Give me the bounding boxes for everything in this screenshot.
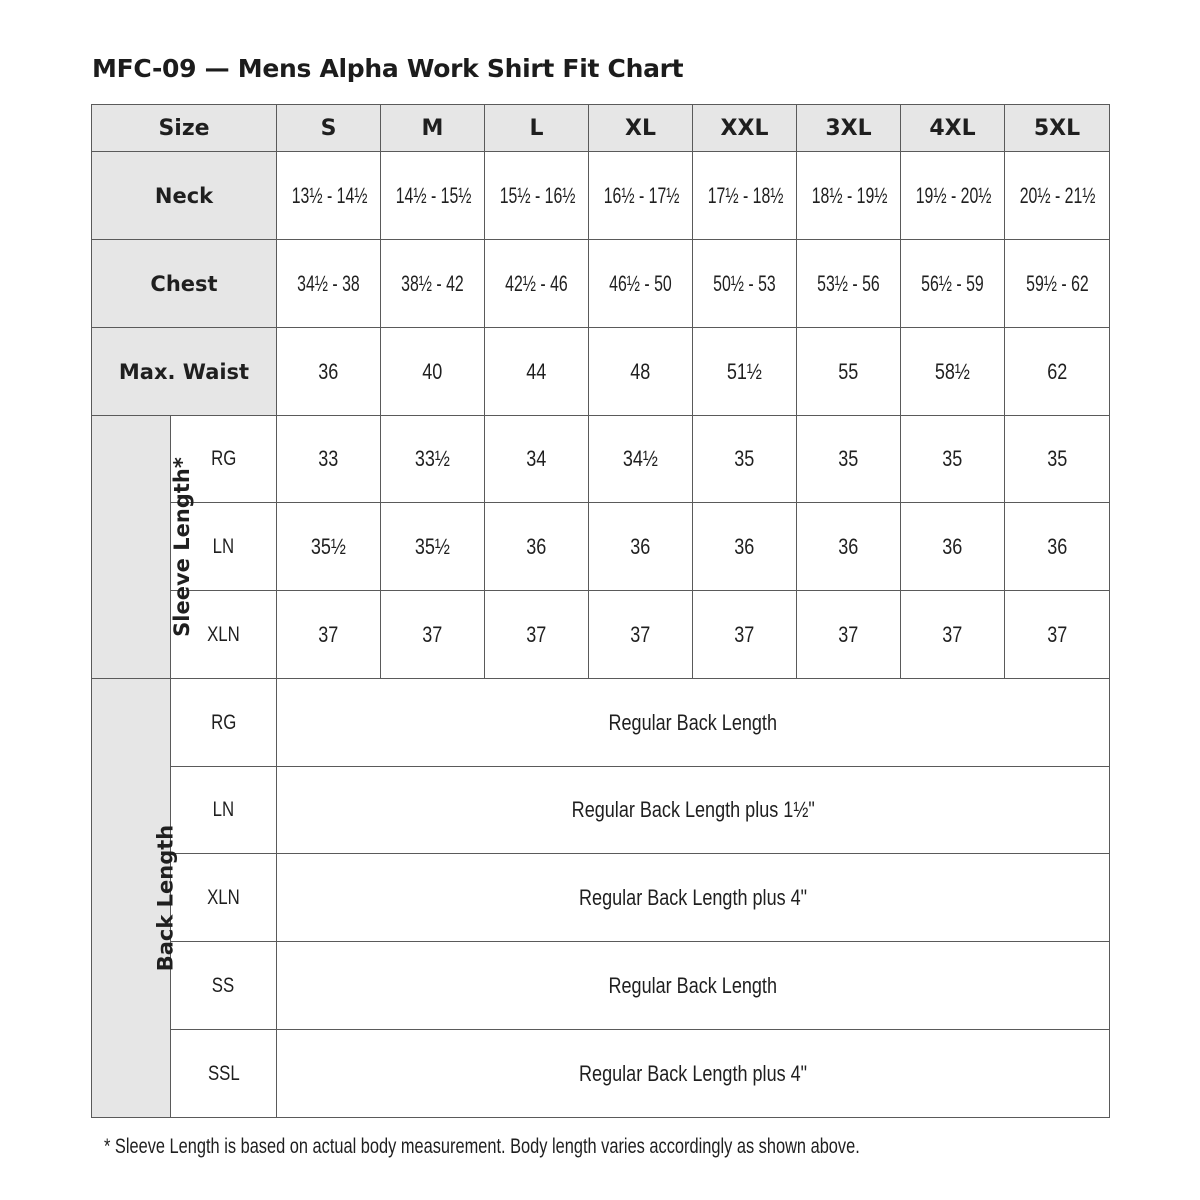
table-cell xyxy=(277,591,381,679)
table-cell xyxy=(485,416,589,503)
chest-value: 56½ - 59 xyxy=(921,270,984,296)
chest-row xyxy=(92,240,1110,328)
sleeve-value: 35 xyxy=(1046,446,1068,471)
table-cell xyxy=(693,328,797,416)
chest-value: 38½ - 42 xyxy=(401,270,464,296)
waist-row xyxy=(92,328,1110,416)
neck-value: 19½ - 20½ xyxy=(915,182,992,208)
table-cell xyxy=(1005,328,1110,416)
sleeve-sub-label: RG xyxy=(210,447,237,470)
table-cell xyxy=(797,152,901,240)
table-cell xyxy=(171,854,277,942)
size-header-cell: 3XL xyxy=(797,105,901,152)
table-cell xyxy=(277,416,381,503)
waist-value: 48 xyxy=(630,358,651,384)
table-cell xyxy=(1005,152,1110,240)
table-cell xyxy=(381,503,485,591)
table-cell xyxy=(797,240,901,328)
chest-value: 34½ - 38 xyxy=(297,270,360,296)
table-cell xyxy=(171,942,277,1030)
waist-value: 36 xyxy=(318,358,339,384)
sleeve-row xyxy=(92,416,1110,503)
sleeve-value: 37 xyxy=(838,621,859,647)
size-header-cell: XL xyxy=(589,105,693,152)
chest-label: Chest xyxy=(92,240,277,328)
table-cell xyxy=(485,328,589,416)
table-cell xyxy=(797,328,901,416)
size-header-cell: XXL xyxy=(693,105,797,152)
table-cell xyxy=(1005,591,1110,679)
size-header-cell: 5XL xyxy=(1005,105,1110,152)
table-cell xyxy=(693,416,797,503)
table-cell xyxy=(485,240,589,328)
table-cell xyxy=(277,854,1110,942)
neck-label: Neck xyxy=(92,152,277,240)
table-cell xyxy=(381,416,485,503)
back-sub-label: SS xyxy=(212,973,235,997)
table-cell xyxy=(1005,503,1110,591)
table-cell xyxy=(381,591,485,679)
waist-value: 55 xyxy=(838,358,859,384)
size-header-cell: 4XL xyxy=(901,105,1005,152)
table-cell xyxy=(277,152,381,240)
back-length-row xyxy=(92,942,1110,1030)
table-cell xyxy=(901,416,1005,503)
neck-value: 15½ - 16½ xyxy=(499,182,576,208)
table-cell xyxy=(485,152,589,240)
sleeve-value: 37 xyxy=(734,621,755,647)
sleeve-value: 33½ xyxy=(414,446,451,471)
back-length-value: Regular Back Length xyxy=(608,972,778,998)
sleeve-value: 36 xyxy=(526,533,547,559)
sleeve-value: 37 xyxy=(630,621,651,647)
sleeve-value: 37 xyxy=(526,621,547,647)
back-length-row xyxy=(92,679,1110,767)
neck-value: 18½ - 19½ xyxy=(811,182,888,208)
sleeve-value: 35 xyxy=(838,446,859,471)
waist-label: Max. Waist xyxy=(92,328,277,416)
sleeve-value: 35 xyxy=(734,446,755,471)
table-cell xyxy=(277,679,1110,767)
table-cell xyxy=(901,503,1005,591)
table-cell xyxy=(171,767,277,854)
sleeve-row xyxy=(92,503,1110,591)
neck-value: 13½ - 14½ xyxy=(291,182,368,208)
sleeve-value: 34½ xyxy=(622,446,659,471)
back-sub-label: XLN xyxy=(207,885,240,909)
table-cell xyxy=(589,240,693,328)
table-cell xyxy=(693,503,797,591)
table-cell xyxy=(901,591,1005,679)
neck-value: 17½ - 18½ xyxy=(707,182,784,208)
table-cell xyxy=(277,767,1110,854)
table-cell xyxy=(277,240,381,328)
waist-value: 62 xyxy=(1046,358,1068,384)
neck-value: 20½ - 21½ xyxy=(1019,182,1096,208)
sleeve-value: 36 xyxy=(630,533,651,559)
chest-value: 42½ - 46 xyxy=(505,270,568,296)
table-cell xyxy=(693,152,797,240)
back-sub-label: SSL xyxy=(207,1061,240,1085)
sleeve-sub-label: LN xyxy=(212,534,235,558)
chest-value: 50½ - 53 xyxy=(713,270,776,296)
table-cell xyxy=(797,503,901,591)
sleeve-value: 36 xyxy=(1046,533,1068,559)
back-length-row xyxy=(92,854,1110,942)
table-cell xyxy=(485,591,589,679)
sleeve-value: 37 xyxy=(942,621,963,647)
table-cell xyxy=(589,591,693,679)
sleeve-value: 37 xyxy=(1046,621,1068,647)
table-cell xyxy=(797,416,901,503)
sleeve-value: 33 xyxy=(318,446,339,471)
table-cell xyxy=(589,416,693,503)
size-header-row xyxy=(92,105,1110,152)
back-length-value: Regular Back Length plus 1½" xyxy=(571,797,815,822)
sleeve-value: 36 xyxy=(838,533,859,559)
waist-value: 51½ xyxy=(726,358,763,384)
back-sub-label: LN xyxy=(212,798,235,821)
sleeve-length-group-label xyxy=(92,416,194,679)
chest-value: 46½ - 50 xyxy=(609,270,672,296)
table-cell xyxy=(171,679,277,767)
sleeve-value: 35½ xyxy=(310,533,347,559)
back-length-row xyxy=(92,1030,1110,1118)
sleeve-value: 35½ xyxy=(414,533,451,559)
table-cell xyxy=(381,328,485,416)
back-length-value: Regular Back Length xyxy=(608,709,778,735)
chest-value: 53½ - 56 xyxy=(817,270,880,296)
back-length-value: Regular Back Length plus 4" xyxy=(578,884,808,910)
table-cell xyxy=(901,328,1005,416)
sleeve-value: 36 xyxy=(734,533,755,559)
size-header-label: Size xyxy=(92,105,277,152)
sleeve-value: 35 xyxy=(942,446,963,471)
fit-chart-table xyxy=(91,104,1110,1118)
neck-value: 16½ - 17½ xyxy=(603,182,680,208)
table-cell xyxy=(277,503,381,591)
table-cell xyxy=(797,591,901,679)
waist-value: 40 xyxy=(422,358,443,384)
table-cell xyxy=(277,1030,1110,1118)
page-title: MFC-09 — Mens Alpha Work Shirt Fit Chart xyxy=(92,54,684,83)
neck-row xyxy=(92,152,1110,240)
table-cell xyxy=(589,503,693,591)
back-length-row xyxy=(92,767,1110,854)
back-length-value: Regular Back Length plus 4" xyxy=(578,1060,808,1086)
table-cell xyxy=(277,942,1110,1030)
back-length-label: Back Length xyxy=(153,824,178,972)
table-cell xyxy=(901,240,1005,328)
sleeve-value: 36 xyxy=(942,533,963,559)
table-cell xyxy=(381,152,485,240)
table-cell xyxy=(1005,416,1110,503)
back-length-group-label xyxy=(92,679,178,1118)
sleeve-sub-label: XLN xyxy=(207,622,240,646)
back-sub-label: RG xyxy=(210,710,237,734)
sleeve-row xyxy=(92,591,1110,679)
neck-value: 14½ - 15½ xyxy=(395,182,472,208)
table-cell xyxy=(693,240,797,328)
table-cell xyxy=(381,240,485,328)
table-cell xyxy=(171,1030,277,1118)
sleeve-length-label: Sleeve Length* xyxy=(169,457,194,637)
waist-value: 58½ xyxy=(934,358,971,384)
table-cell xyxy=(901,152,1005,240)
sleeve-value: 37 xyxy=(318,621,339,647)
table-cell xyxy=(589,328,693,416)
chest-value: 59½ - 62 xyxy=(1025,270,1089,296)
sleeve-value: 37 xyxy=(422,621,443,647)
table-cell xyxy=(589,152,693,240)
size-header-cell: L xyxy=(485,105,589,152)
size-header-cell: M xyxy=(381,105,485,152)
footnote: * Sleeve Length is based on actual body measurement. Body length varies accordingly as shown above. xyxy=(104,1135,860,1158)
size-header-cell: S xyxy=(277,105,381,152)
waist-value: 44 xyxy=(526,358,547,384)
table-cell xyxy=(485,503,589,591)
table-cell xyxy=(277,328,381,416)
sleeve-value: 34 xyxy=(526,446,547,471)
table-cell xyxy=(693,591,797,679)
table-cell xyxy=(1005,240,1110,328)
